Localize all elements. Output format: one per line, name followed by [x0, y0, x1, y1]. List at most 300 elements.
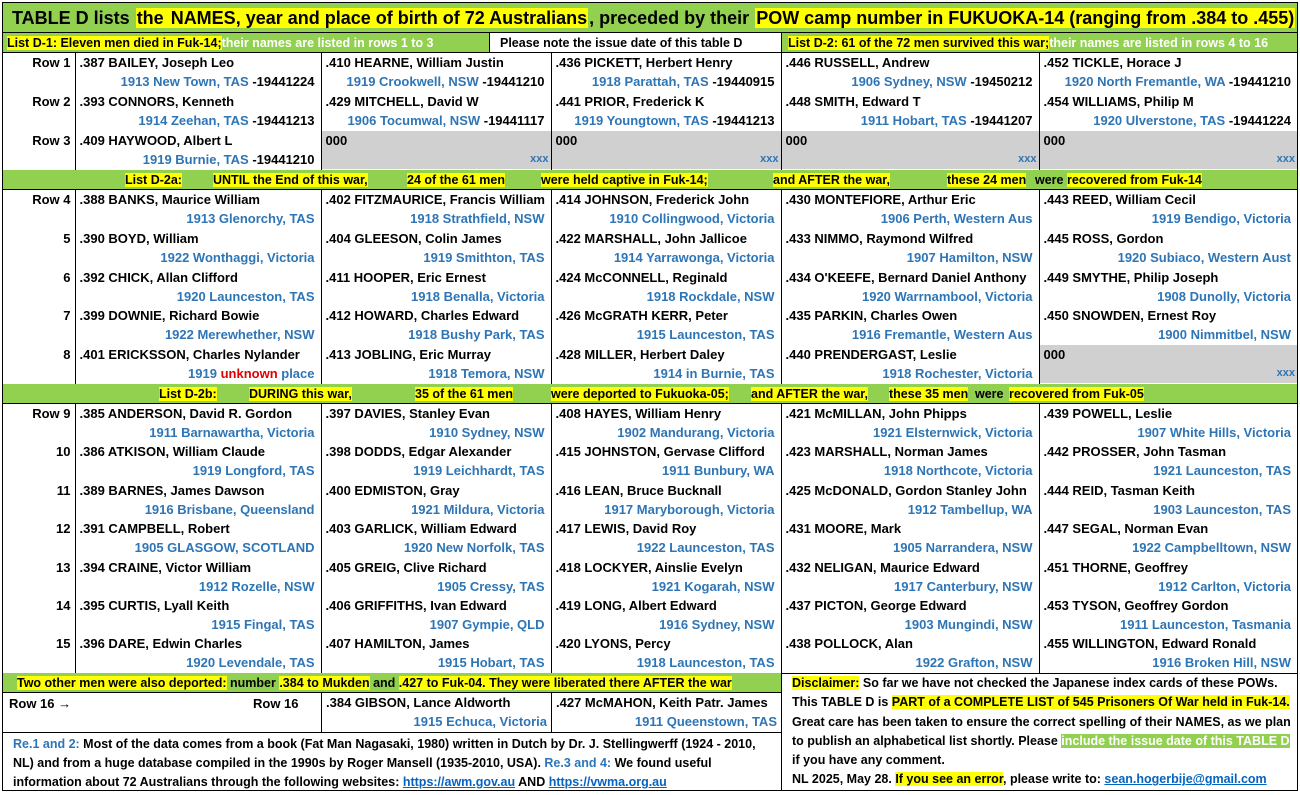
pow-birth — [617, 423, 774, 442]
pow-birth — [1158, 325, 1291, 344]
birth-year-place: 1910 Sydney, NSW — [429, 425, 545, 440]
birth-year-place: 1911 Launceston, Tasmania — [1120, 616, 1291, 632]
pow-name: .384 GIBSON, Lance Aldworth — [326, 695, 511, 710]
pow-name: .414 JOHNSON, Frederick John — [555, 192, 750, 207]
row-number: 8 — [63, 347, 71, 363]
pow-name: .402 FITZMAURICE, Francis William — [325, 192, 545, 207]
pow-entry — [80, 306, 317, 345]
pow-name: .388 BANKS, Maurice William — [79, 192, 260, 207]
table-row — [3, 481, 1297, 519]
pow-entry — [786, 634, 1035, 672]
pow-name: .432 NELIGAN, Maurice Edward — [785, 559, 980, 575]
pow-name: .435 PARKIN, Charles Owen — [785, 308, 958, 324]
pow-name: .442 PROSSER, John Tasman — [1043, 444, 1227, 460]
pow-entry — [786, 190, 1035, 229]
table-row — [3, 53, 1297, 92]
birth-year-place: 1903 Launceston, TAS — [1153, 501, 1291, 517]
title-part: the — [136, 8, 164, 28]
title-part: TABLE D lists — [12, 8, 135, 28]
pow-cell — [1039, 131, 1297, 171]
pow-name: .429 MITCHELL, David W — [325, 94, 479, 109]
pow-name: .430 MONTEFIORE, Arthur Eric — [785, 192, 976, 207]
pow-cell — [551, 131, 781, 171]
birth-year-place: 1911 Bunbury, WA — [662, 463, 775, 479]
pow-birth — [165, 325, 315, 344]
pow-entry — [80, 596, 317, 634]
pow-cell — [321, 558, 551, 596]
section-fuk05 — [3, 404, 1297, 674]
d2b-text: and AFTER the war, — [751, 386, 868, 401]
d2a-text: UNTIL the End of this war, — [213, 172, 368, 187]
disclaimer-text: PART of a COMPLETE LIST of 545 Prisoners Of War held in Fuk-14. — [891, 695, 1290, 710]
birth-year-place: 1905 Cressy, TAS — [437, 578, 545, 594]
birth-year-place: 1922 Merewhether, NSW — [164, 327, 315, 343]
pow-entry — [1044, 229, 1294, 268]
birth-year-place: 1918 Benalla, Victoria — [411, 288, 545, 304]
pow-name: .406 GRIFFITHS, Ivan Edward — [325, 597, 507, 613]
d2b-text: were deported to Fukuoka-05; — [551, 386, 729, 401]
pow-cell — [75, 306, 321, 345]
birth-year-place: 1913 New Town, TAS — [120, 74, 249, 89]
table-row — [3, 558, 1297, 596]
pow-name: .394 CRAINE, Victor William — [79, 559, 252, 575]
row-16-label: Row 16 — [253, 696, 299, 711]
row-16-cell — [551, 693, 781, 733]
birth-year-place: 1914 in Burnie, TAS — [653, 366, 775, 382]
pow-cell — [1039, 229, 1297, 268]
birth-year-place: 1919 Smithton, TAS — [423, 249, 545, 265]
ref-text: AND — [515, 775, 549, 789]
pow-birth — [662, 461, 774, 480]
pow-birth — [861, 111, 1033, 130]
pow-birth — [193, 461, 315, 480]
birth-year-place: 1918 Northcote, Victoria — [883, 463, 1033, 479]
pow-entry — [786, 306, 1035, 345]
pow-birth — [574, 111, 774, 130]
empty-slot — [552, 131, 781, 169]
pow-cell — [321, 229, 551, 268]
pow-entry — [326, 634, 547, 672]
disclaimer-text: This TABLE D is — [792, 695, 892, 710]
d2a-text: 24 of the 61 men — [407, 172, 505, 187]
pow-birth — [177, 287, 315, 306]
pow-cell — [1039, 442, 1297, 480]
pow-entry — [786, 53, 1035, 92]
disclaimer-text: if you have any comment. — [792, 753, 945, 768]
pow-name: .404 GLEESON, Colin James — [325, 230, 502, 246]
pow-birth — [430, 615, 545, 634]
pow-entry — [326, 306, 547, 345]
pow-birth — [1158, 577, 1291, 596]
birth-year-place: 1918 Rochester, Victoria — [882, 366, 1033, 382]
death-date: -19441117 — [480, 113, 545, 128]
section-fuk14 — [3, 190, 1297, 385]
pow-entry — [556, 306, 777, 345]
pow-birth — [1157, 287, 1291, 306]
pow-entry — [80, 481, 317, 519]
row-label — [3, 53, 75, 92]
birth-year-place: xxx — [1276, 153, 1295, 165]
pow-cell — [551, 558, 781, 596]
list-d1-rows: their names are listed in rows 1 to 3 — [221, 35, 434, 50]
pow-name: .393 CONNORS, Kenneth — [79, 94, 235, 109]
pow-name: .448 SMITH, Edward T — [785, 94, 921, 109]
pow-birth — [894, 577, 1032, 596]
disclaimer-text: If you see an error — [895, 772, 1003, 787]
d2a-text: these 24 men — [947, 172, 1027, 187]
birth-year-place: 1918 Bushy Park, TAS — [408, 327, 545, 343]
d2b-text: these 35 men — [889, 386, 969, 401]
pow-birth — [851, 72, 1032, 91]
pow-name: .408 HAYES, William Henry — [555, 406, 722, 421]
pow-birth — [411, 500, 544, 519]
pow-name: .415 JOHNSTON, Gervase Clifford — [555, 444, 765, 460]
pow-birth — [1153, 500, 1291, 519]
pow-birth: 1911 Queenstown, TAS — [634, 714, 777, 729]
birth-year-place: 1919 Leichhardt, TAS — [413, 463, 545, 479]
pow-cell — [551, 442, 781, 480]
d2b-label: List D-2b: — [159, 386, 217, 401]
pow-entry — [80, 519, 317, 557]
pow-birth — [862, 287, 1033, 306]
pow-name: 000 — [555, 133, 578, 148]
table-row — [3, 345, 1297, 384]
deported-text: Two other men were also deported: — [17, 676, 227, 690]
pow-entry — [80, 53, 317, 92]
d2b-text: DURING this war, — [249, 386, 352, 401]
pow-name: .405 GREIG, Clive Richard — [325, 559, 487, 575]
birth-year-place: 1918 Temora, NSW — [428, 366, 545, 382]
pow-name: .426 McGRATH KERR, Peter — [555, 308, 728, 324]
empty-slot — [1040, 345, 1298, 383]
pow-birth — [1118, 248, 1291, 267]
row-label — [3, 229, 75, 268]
pow-birth — [659, 615, 774, 634]
pow-entry — [80, 268, 317, 307]
pow-cell — [321, 92, 551, 131]
d2a-label: List D-2a: — [125, 172, 182, 187]
death-date: -19441213 — [248, 113, 315, 128]
birth-year-place: 1915 Launceston, TAS — [636, 327, 775, 343]
birth-year-place: 1920 Levendale, TAS — [186, 655, 315, 671]
section-died — [3, 53, 1297, 171]
pow-birth — [905, 615, 1033, 634]
pow-name: 000 — [785, 133, 808, 148]
pow-entry — [1044, 190, 1294, 229]
pow-cell — [321, 634, 551, 673]
pow-cell — [551, 596, 781, 634]
pow-cell — [75, 519, 321, 557]
birth-year-place: 1910 Collingwood, Victoria — [609, 211, 775, 226]
table-row — [3, 131, 1297, 171]
pow-birth — [138, 111, 314, 130]
disclaimer-text: Great care has been taken to ensure the correct spelling of their NAMES, as we plan to publish an alphabetical list shortly. Please — [792, 714, 1291, 748]
pow-birth — [908, 500, 1033, 519]
pow-cell — [781, 131, 1039, 171]
pow-birth — [186, 653, 314, 672]
row-label — [3, 345, 75, 384]
empty-slot — [1040, 131, 1298, 169]
pow-cell — [1039, 404, 1297, 442]
death-date: -19440915 — [708, 74, 775, 89]
pow-entry — [1044, 53, 1294, 92]
row-number: 6 — [63, 269, 71, 285]
pow-cell — [781, 92, 1039, 131]
birth-year-place: 1914 Zeehan, TAS — [138, 113, 249, 128]
list-d2-rows: their names are listed in rows 4 to 16 — [1049, 35, 1269, 50]
pow-birth — [160, 248, 314, 267]
pow-name: .419 LONG, Albert Edward — [555, 597, 717, 613]
pow-entry — [80, 345, 317, 384]
pow-entry — [1044, 519, 1294, 557]
birth-year-place: 1911 Hobart, TAS — [860, 113, 967, 128]
pow-cell — [1039, 481, 1297, 519]
table-title — [3, 3, 1297, 33]
pow-birth — [1018, 150, 1036, 169]
birth-year-place: place — [277, 366, 315, 382]
death-date: -19450212 — [966, 74, 1033, 89]
empty-slot — [322, 131, 551, 169]
row-label — [3, 404, 75, 442]
pow-cell — [1039, 53, 1297, 92]
row-16-label: Row 16 → — [9, 696, 72, 711]
pow-birth — [1277, 364, 1295, 383]
pow-name: .385 ANDERSON, David R. Gordon — [79, 406, 293, 421]
row-number: 5 — [63, 230, 71, 246]
pow-entry — [1044, 481, 1294, 519]
vwma-link[interactable]: https://vwma.org.au — [548, 775, 667, 789]
pow-name: .447 SEGAL, Norman Evan — [1043, 521, 1209, 537]
birth-year-place: xxx — [760, 153, 779, 165]
list-d2b-bar — [3, 384, 1297, 404]
ref-text: Most of the data comes from a book (Fat Man Nagasaki, 1980) written in Dutch by Dr. J. Stellingwerff (1924 - 2010, NL) and from a huge database compiled in the 1990s by Roger Mansell (1935-2010, USA). — [13, 737, 756, 770]
pow-name: .443 REED, William Cecil — [1043, 192, 1196, 207]
birth-year-place: 1921 Mildura, Victoria — [411, 501, 545, 517]
birth-year-place: 1920 Launceston, TAS — [176, 288, 315, 304]
pow-birth — [604, 500, 774, 519]
pow-cell — [1039, 268, 1297, 307]
row-number: 10 — [56, 444, 71, 460]
death-date: -19441210 — [1225, 74, 1291, 89]
birth-year-place: 1911 Barnawartha, Victoria — [149, 425, 315, 440]
row-label — [3, 442, 75, 480]
row-label — [3, 268, 75, 307]
pow-cell — [781, 404, 1039, 442]
list-d2-label: List D-2: 61 of the 72 men survived this war; — [788, 35, 1050, 50]
deported-text: number — [226, 676, 280, 690]
pow-cell — [75, 596, 321, 634]
pow-cell — [75, 634, 321, 673]
pow-cell — [551, 634, 781, 673]
pow-cell — [75, 92, 321, 131]
pow-cell — [75, 268, 321, 307]
pow-birth — [1277, 150, 1295, 169]
pow-entry — [556, 268, 777, 307]
disclaimer-text: , please write to: — [1003, 772, 1105, 787]
pow-birth — [637, 538, 775, 557]
pow-name: .453 TYSON, Geoffrey Gordon — [1043, 597, 1229, 613]
pow-cell — [321, 481, 551, 519]
disclaimer-label: Disclaimer: — [792, 676, 860, 690]
table-row — [3, 190, 1297, 229]
pow-name: .440 PRENDERGAST, Leslie — [785, 347, 957, 363]
pow-name: .424 McCONNELL, Reginald — [555, 269, 728, 285]
pow-name: .407 HAMILTON, James — [325, 636, 470, 652]
pow-name: .451 THORNE, Geoffrey — [1043, 559, 1188, 575]
d2a-text: and AFTER the war, — [773, 172, 890, 187]
table-row — [3, 519, 1297, 557]
birth-year-place: 1919 Youngtown, TAS — [574, 113, 709, 128]
pow-birth — [121, 72, 315, 91]
pow-birth — [760, 150, 778, 169]
pow-cell — [781, 306, 1039, 345]
pow-name: .413 JOBLING, Eric Murray — [325, 347, 491, 363]
pow-name: .417 LEWIS, David Roy — [555, 521, 697, 537]
pow-birth — [884, 461, 1033, 480]
pow-entry — [80, 558, 317, 596]
pow-birth — [429, 423, 544, 442]
awm-link[interactable]: https://awm.gov.au — [402, 775, 516, 789]
pow-name: .386 ATKISON, William Claude — [79, 444, 266, 460]
row-number: 14 — [56, 597, 71, 613]
birth-year-place: 1916 Broken Hill, NSW — [1152, 655, 1291, 671]
pow-entry — [556, 481, 777, 519]
pow-entry — [80, 634, 317, 672]
pow-name: .428 MILLER, Herbert Daley — [555, 347, 725, 363]
pow-name: .387 BAILEY, Joseph Leo — [79, 55, 235, 70]
birth-year-place: 1921 Kogarah, NSW — [651, 578, 775, 594]
pow-birth — [199, 577, 315, 596]
table-row — [3, 306, 1297, 345]
pow-cell — [551, 306, 781, 345]
pow-cell — [551, 268, 781, 307]
pow-name: .436 PICKETT, Herbert Henry — [555, 55, 733, 70]
title-part: POW camp number in FUKUOKA-14 (ranging from .384 to .455) — [756, 8, 1295, 28]
birth-year-place: 1922 Grafton, NSW — [915, 655, 1033, 671]
death-date: -19441224 — [248, 74, 315, 89]
table-row — [3, 229, 1297, 268]
pow-cell — [1039, 634, 1297, 673]
pow-name: .454 WILLIAMS, Philip M — [1043, 94, 1194, 109]
row-number: Row 2 — [32, 94, 71, 109]
pow-entry — [80, 229, 317, 268]
deported-text: and — [369, 676, 399, 690]
birth-year-place: 1907 Hamilton, NSW — [906, 249, 1033, 265]
row-number: Row 1 — [32, 55, 71, 70]
pow-birth — [852, 325, 1033, 344]
pow-entry — [1044, 92, 1294, 131]
birth-year-place: 1903 Mungindi, NSW — [904, 616, 1033, 632]
pow-entry — [1044, 634, 1294, 672]
pow-entry — [1044, 558, 1294, 596]
pow-entry — [556, 519, 777, 557]
birth-year-place: 1906 Perth, Western Aus — [880, 211, 1033, 226]
birth-year-place: 1912 Carlton, Victoria — [1158, 578, 1291, 594]
d2a-text: were held captive in Fuk-14; — [541, 172, 708, 187]
pow-cell — [1039, 92, 1297, 131]
pow-birth — [907, 248, 1033, 267]
disclaimer-date: NL 2025, May 28. — [792, 772, 896, 787]
death-date: -19441224 — [1225, 113, 1291, 128]
pow-name: .401 ERICKSSON, Charles Nylander — [79, 347, 300, 363]
birth-year-place: 1922 Campbelltown, NSW — [1132, 540, 1291, 556]
pow-cell — [551, 92, 781, 131]
pow-birth — [347, 111, 544, 130]
pow-birth — [404, 538, 545, 557]
pow-name: .390 BOYD, William — [79, 230, 199, 246]
pow-entry — [556, 404, 777, 442]
birth-year-place: 1905 Narrandera, NSW — [893, 540, 1033, 556]
pow-name: .400 EDMISTON, Gray — [325, 482, 460, 498]
row-number: Row 3 — [32, 133, 71, 148]
pow-cell — [75, 481, 321, 519]
birth-year-place: 1907 White Hills, Victoria — [1137, 425, 1291, 440]
pow-cell — [321, 442, 551, 480]
pow-cell — [781, 519, 1039, 557]
pow-cell — [781, 190, 1039, 229]
pow-birth — [530, 150, 548, 169]
pow-name: .431 MOORE, Mark — [785, 521, 902, 537]
pow-name: .399 DOWNIE, Richard Bowie — [79, 308, 260, 324]
pow-birth: 1915 Echuca, Victoria — [413, 714, 547, 729]
pow-entry — [80, 442, 317, 480]
email-link[interactable]: sean.hogerbije@gmail.com — [1104, 772, 1267, 787]
pow-cell — [551, 519, 781, 557]
row-number: 12 — [56, 521, 71, 537]
row-number: 7 — [63, 308, 71, 324]
pow-entry — [326, 596, 547, 634]
pow-entry — [556, 53, 777, 92]
birth-year-place: 1922 Launceston, TAS — [636, 540, 775, 556]
birth-year-place: 1900 Nimmitbel, NSW — [1158, 327, 1291, 343]
pow-name: .439 POWELL, Leslie — [1043, 406, 1173, 421]
pow-name: 000 — [1043, 347, 1066, 363]
pow-name: .441 PRIOR, Frederick K — [555, 94, 705, 109]
birth-year-place: 1908 Dunolly, Victoria — [1157, 288, 1291, 304]
pow-name: .449 SMYTHE, Philip Joseph — [1043, 269, 1219, 285]
pow-cell — [1039, 558, 1297, 596]
birth-year-place: xxx — [530, 153, 549, 165]
birth-year-place: 1920 Ulverstone, TAS — [1093, 113, 1226, 128]
pow-name: .403 GARLICK, William Edward — [325, 521, 517, 537]
pow-cell — [321, 268, 551, 307]
pow-cell — [321, 404, 551, 442]
pow-birth — [1137, 423, 1291, 442]
unknown-place: unknown — [220, 366, 278, 382]
pow-entry — [326, 404, 547, 442]
pow-birth — [408, 325, 544, 344]
pow-name: .410 HEARNE, William Justin — [325, 55, 504, 70]
death-date: -19441210 — [478, 74, 545, 89]
pow-name: .416 LEAN, Bruce Bucknall — [555, 482, 722, 498]
pow-name: .437 PICTON, George Edward — [785, 597, 967, 613]
pow-entry — [326, 442, 547, 480]
row-16-cell — [321, 693, 551, 733]
pow-birth — [893, 538, 1032, 557]
pow-name: .397 DAVIES, Stanley Evan — [325, 406, 490, 421]
pow-name: .423 MARSHALL, Norman James — [785, 444, 988, 460]
birth-year-place: 1915 Hobart, TAS — [437, 655, 545, 671]
birth-year-place: 1920 North Fremantle, WA — [1064, 74, 1226, 89]
death-date: -19441207 — [966, 113, 1033, 128]
references — [3, 734, 781, 790]
pow-cell — [75, 404, 321, 442]
pow-cell — [1039, 190, 1297, 229]
pow-cell — [75, 442, 321, 480]
pow-cell — [781, 345, 1039, 384]
pow-birth — [188, 364, 314, 383]
pow-name: .392 CHICK, Allan Clifford — [79, 269, 238, 285]
